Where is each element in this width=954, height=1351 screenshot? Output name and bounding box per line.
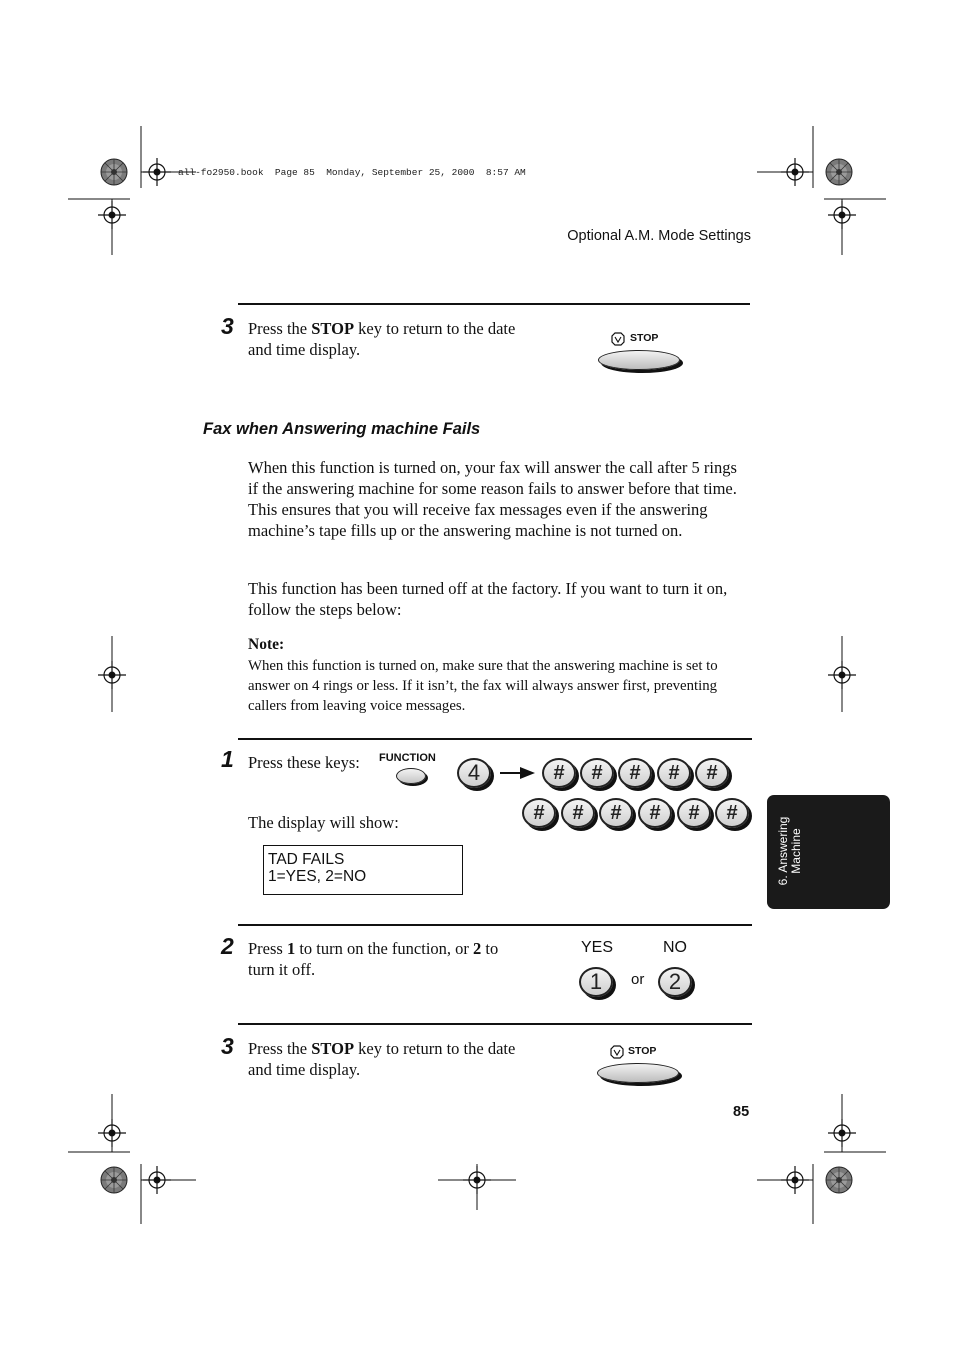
step-instruction (248, 938, 528, 980)
hash-key: # (677, 798, 711, 828)
hash-key: # (599, 798, 633, 828)
instruction-text: Press the (248, 1039, 312, 1058)
digit-key-4: 4 (457, 758, 491, 788)
stop-key-name: STOP (311, 319, 355, 338)
hash-key: # (695, 758, 729, 788)
page-number: 85 (733, 1104, 750, 1120)
stop-icon (610, 1045, 624, 1059)
step-number: 2 (221, 933, 234, 959)
instruction-text: key to return to the date and time display. (248, 1039, 516, 1079)
step-number: 3 (221, 313, 234, 339)
note-label: Note: (248, 636, 285, 653)
hash-key: # (542, 758, 576, 788)
key-1-name: 1 (286, 939, 296, 958)
stop-key-button (598, 350, 680, 370)
function-key-button (396, 768, 426, 784)
factory-setting-paragraph: This function has been turned off at the factory. If you want to turn it on, follow the steps below: (248, 579, 728, 619)
or-label: or (631, 971, 645, 988)
stop-key-label: STOP (630, 332, 659, 344)
instruction-text: Press (248, 939, 287, 958)
section-heading: Fax when Answering machine Fails (203, 420, 481, 438)
step-divider (238, 924, 752, 926)
stop-key-name: STOP (311, 1039, 355, 1058)
arrow-right-icon (500, 766, 536, 780)
step-divider (238, 303, 750, 305)
display-intro: The display will show: (248, 813, 399, 832)
print-info-line: all-fo2950.book Page 85 Monday, September 25, 2000 8:57 AM (178, 167, 526, 178)
note-text: When this function is turned on, make sure that the answering machine is set to answer on 4 rings or less. If it isn’t, the fax will always answer first, preventing callers from leaving voice messages. (248, 658, 718, 714)
hash-key: # (618, 758, 652, 788)
hash-key: # (638, 798, 672, 828)
hash-key: # (561, 798, 595, 828)
step-divider (238, 1023, 752, 1025)
digit-key-1: 1 (579, 967, 613, 997)
step-instruction: Press these keys: (248, 753, 360, 772)
yes-label: YES (581, 939, 614, 956)
step-divider (238, 738, 752, 740)
lcd-line-2: 1=YES, 2=NO (268, 868, 367, 885)
step-number: 1 (221, 746, 234, 772)
hash-key: # (657, 758, 691, 788)
digit-key-2: 2 (658, 967, 692, 997)
instruction-text: key to return to the date and time display. (248, 319, 516, 359)
instruction-text: to turn on the function, or (295, 939, 474, 958)
section-running-title: Optional A.M. Mode Settings (567, 228, 751, 244)
key-2-name: 2 (473, 939, 482, 958)
lcd-display (263, 845, 463, 895)
instruction-text: Press the (248, 319, 312, 338)
function-key-label: FUNCTION (379, 752, 436, 764)
intro-paragraph: When this function is turned on, your fax will answer the call after 5 rings if the answering machine for some reason fails to answer before that time. This ensures that you will receive fax messages even if the answering machine’s tape fills up or the answering machine is not turned on. (248, 458, 737, 540)
chapter-tab-label (772, 800, 808, 904)
hash-key: # (580, 758, 614, 788)
step-instruction (248, 1038, 518, 1080)
lcd-line-1: TAD FAILS (268, 851, 345, 868)
hash-key: # (522, 798, 556, 828)
chapter-tab-line-1: 6. Answering (776, 816, 790, 886)
step-number: 3 (221, 1033, 234, 1059)
stop-key-button (597, 1063, 679, 1083)
stop-icon (611, 332, 625, 346)
instruction-text: to turn it off. (248, 939, 499, 979)
step-instruction (248, 318, 518, 360)
hash-key: # (715, 798, 749, 828)
no-label: NO (663, 939, 687, 956)
chapter-tab-line-2: Machine (789, 828, 803, 874)
stop-key-label: STOP (628, 1045, 657, 1057)
